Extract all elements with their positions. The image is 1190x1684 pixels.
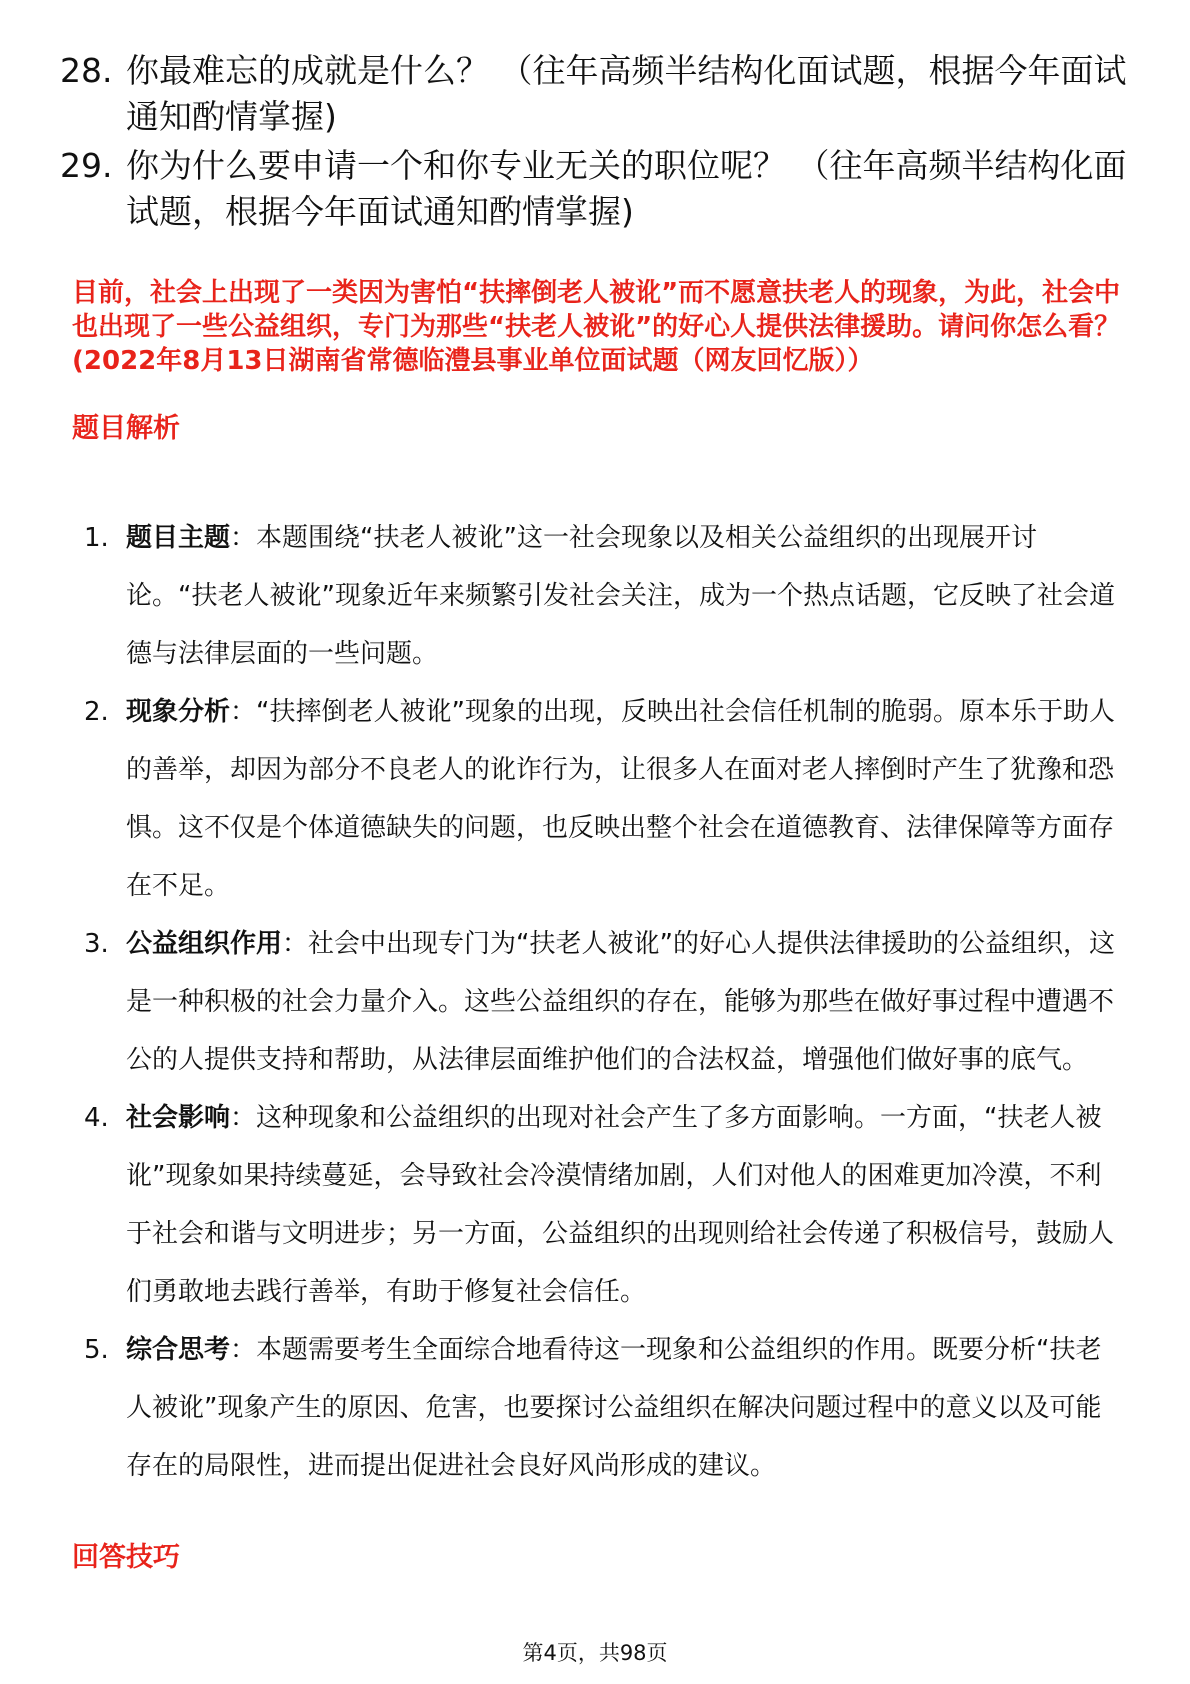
item-separator: ： [230,697,257,727]
question-text: 你为什么要申请一个和你专业无关的职位呢？ （往年高频半结构化面试题，根据今年面试通知酌情掌握) [126,146,1127,231]
item-separator: ： [230,523,257,553]
tips-section-title: 回答技巧 [72,1542,180,1573]
analysis-item-phenomenon [72,683,1122,915]
list-number: 3. [84,929,109,959]
analysis-section-title: 题目解析 [72,413,180,444]
item-separator: ： [230,1335,257,1365]
highlighted-question: 目前，社会上出现了一类因为害怕“扶摔倒老人被讹”而不愿意扶老人的现象，为此，社会中也出现了一些公益组织，专门为那些“扶老人被讹”的好心人提供法律援助。请问你怎么看？(2022年8月13日湖南省常德临澧县事业单位面试题（网友回忆版）） [72,278,1121,376]
list-number: 4. [84,1103,109,1133]
item-body: 社会中出现专门为“扶老人被讹”的好心人提供法律援助的公益组织，这是一种积极的社会力量介入。这些公益组织的存在，能够为那些在做好事过程中遭遇不公的人提供支持和帮助，从法律层面维护他们的合法权益，增强他们做好事的底气。 [126,929,1115,1075]
item-heading: 综合思考 [126,1335,231,1365]
item-separator: ： [282,929,309,959]
analysis-list [72,509,1122,1495]
analysis-item-organization [72,915,1122,1089]
item-body: “扶摔倒老人被讹”现象的出现，反映出社会信任机制的脆弱。原本乐于助人的善举，却因为部分不良老人的讹诈行为，让很多人在面对老人摔倒时产生了犹豫和恐惧。这不仅是个体道德缺失的问题，也反映出整个社会在道德教育、法律保障等方面存在不足。 [126,697,1115,901]
analysis-item-theme [72,509,1122,683]
analysis-item-impact [72,1089,1122,1321]
item-separator: ： [230,1103,257,1133]
question-number: 29. [60,146,113,185]
question-28 [60,48,1140,140]
item-heading: 现象分析 [126,697,231,727]
item-body: 本题围绕“扶老人被讹”这一社会现象以及相关公益组织的出现展开讨论。“扶老人被讹”现象近年来频繁引发社会关注，成为一个热点话题，它反映了社会道德与法律层面的一些问题。 [126,523,1115,669]
list-number: 5. [84,1335,109,1365]
item-body: 这种现象和公益组织的出现对社会产生了多方面影响。一方面，“扶老人被讹”现象如果持续蔓延，会导致社会冷漠情绪加剧，人们对他人的困难更加冷漠，不利于社会和谐与文明进步；另一方面，公益组织的出现则给社会传递了积极信号，鼓励人们勇敢地去践行善举，有助于修复社会信任。 [126,1103,1115,1307]
question-number: 28. [60,51,113,90]
item-body: 本题需要考生全面综合地看待这一现象和公益组织的作用。既要分析“扶老人被讹”现象产生的原因、危害，也要探讨公益组织在解决问题过程中的意义以及可能存在的局限性，进而提出促进社会良好风尚形成的建议。 [126,1335,1102,1481]
question-text: 你最难忘的成就是什么？ （往年高频半结构化面试题，根据今年面试通知酌情掌握) [126,51,1127,136]
page-footer: 第4页，共98页 [522,1641,668,1665]
list-number: 2. [84,697,109,727]
question-29 [60,143,1140,235]
analysis-item-synthesis [72,1321,1122,1495]
item-heading: 社会影响 [126,1103,231,1133]
item-heading: 公益组织作用 [126,929,283,959]
list-number: 1. [84,523,109,553]
item-heading: 题目主题 [126,523,231,553]
